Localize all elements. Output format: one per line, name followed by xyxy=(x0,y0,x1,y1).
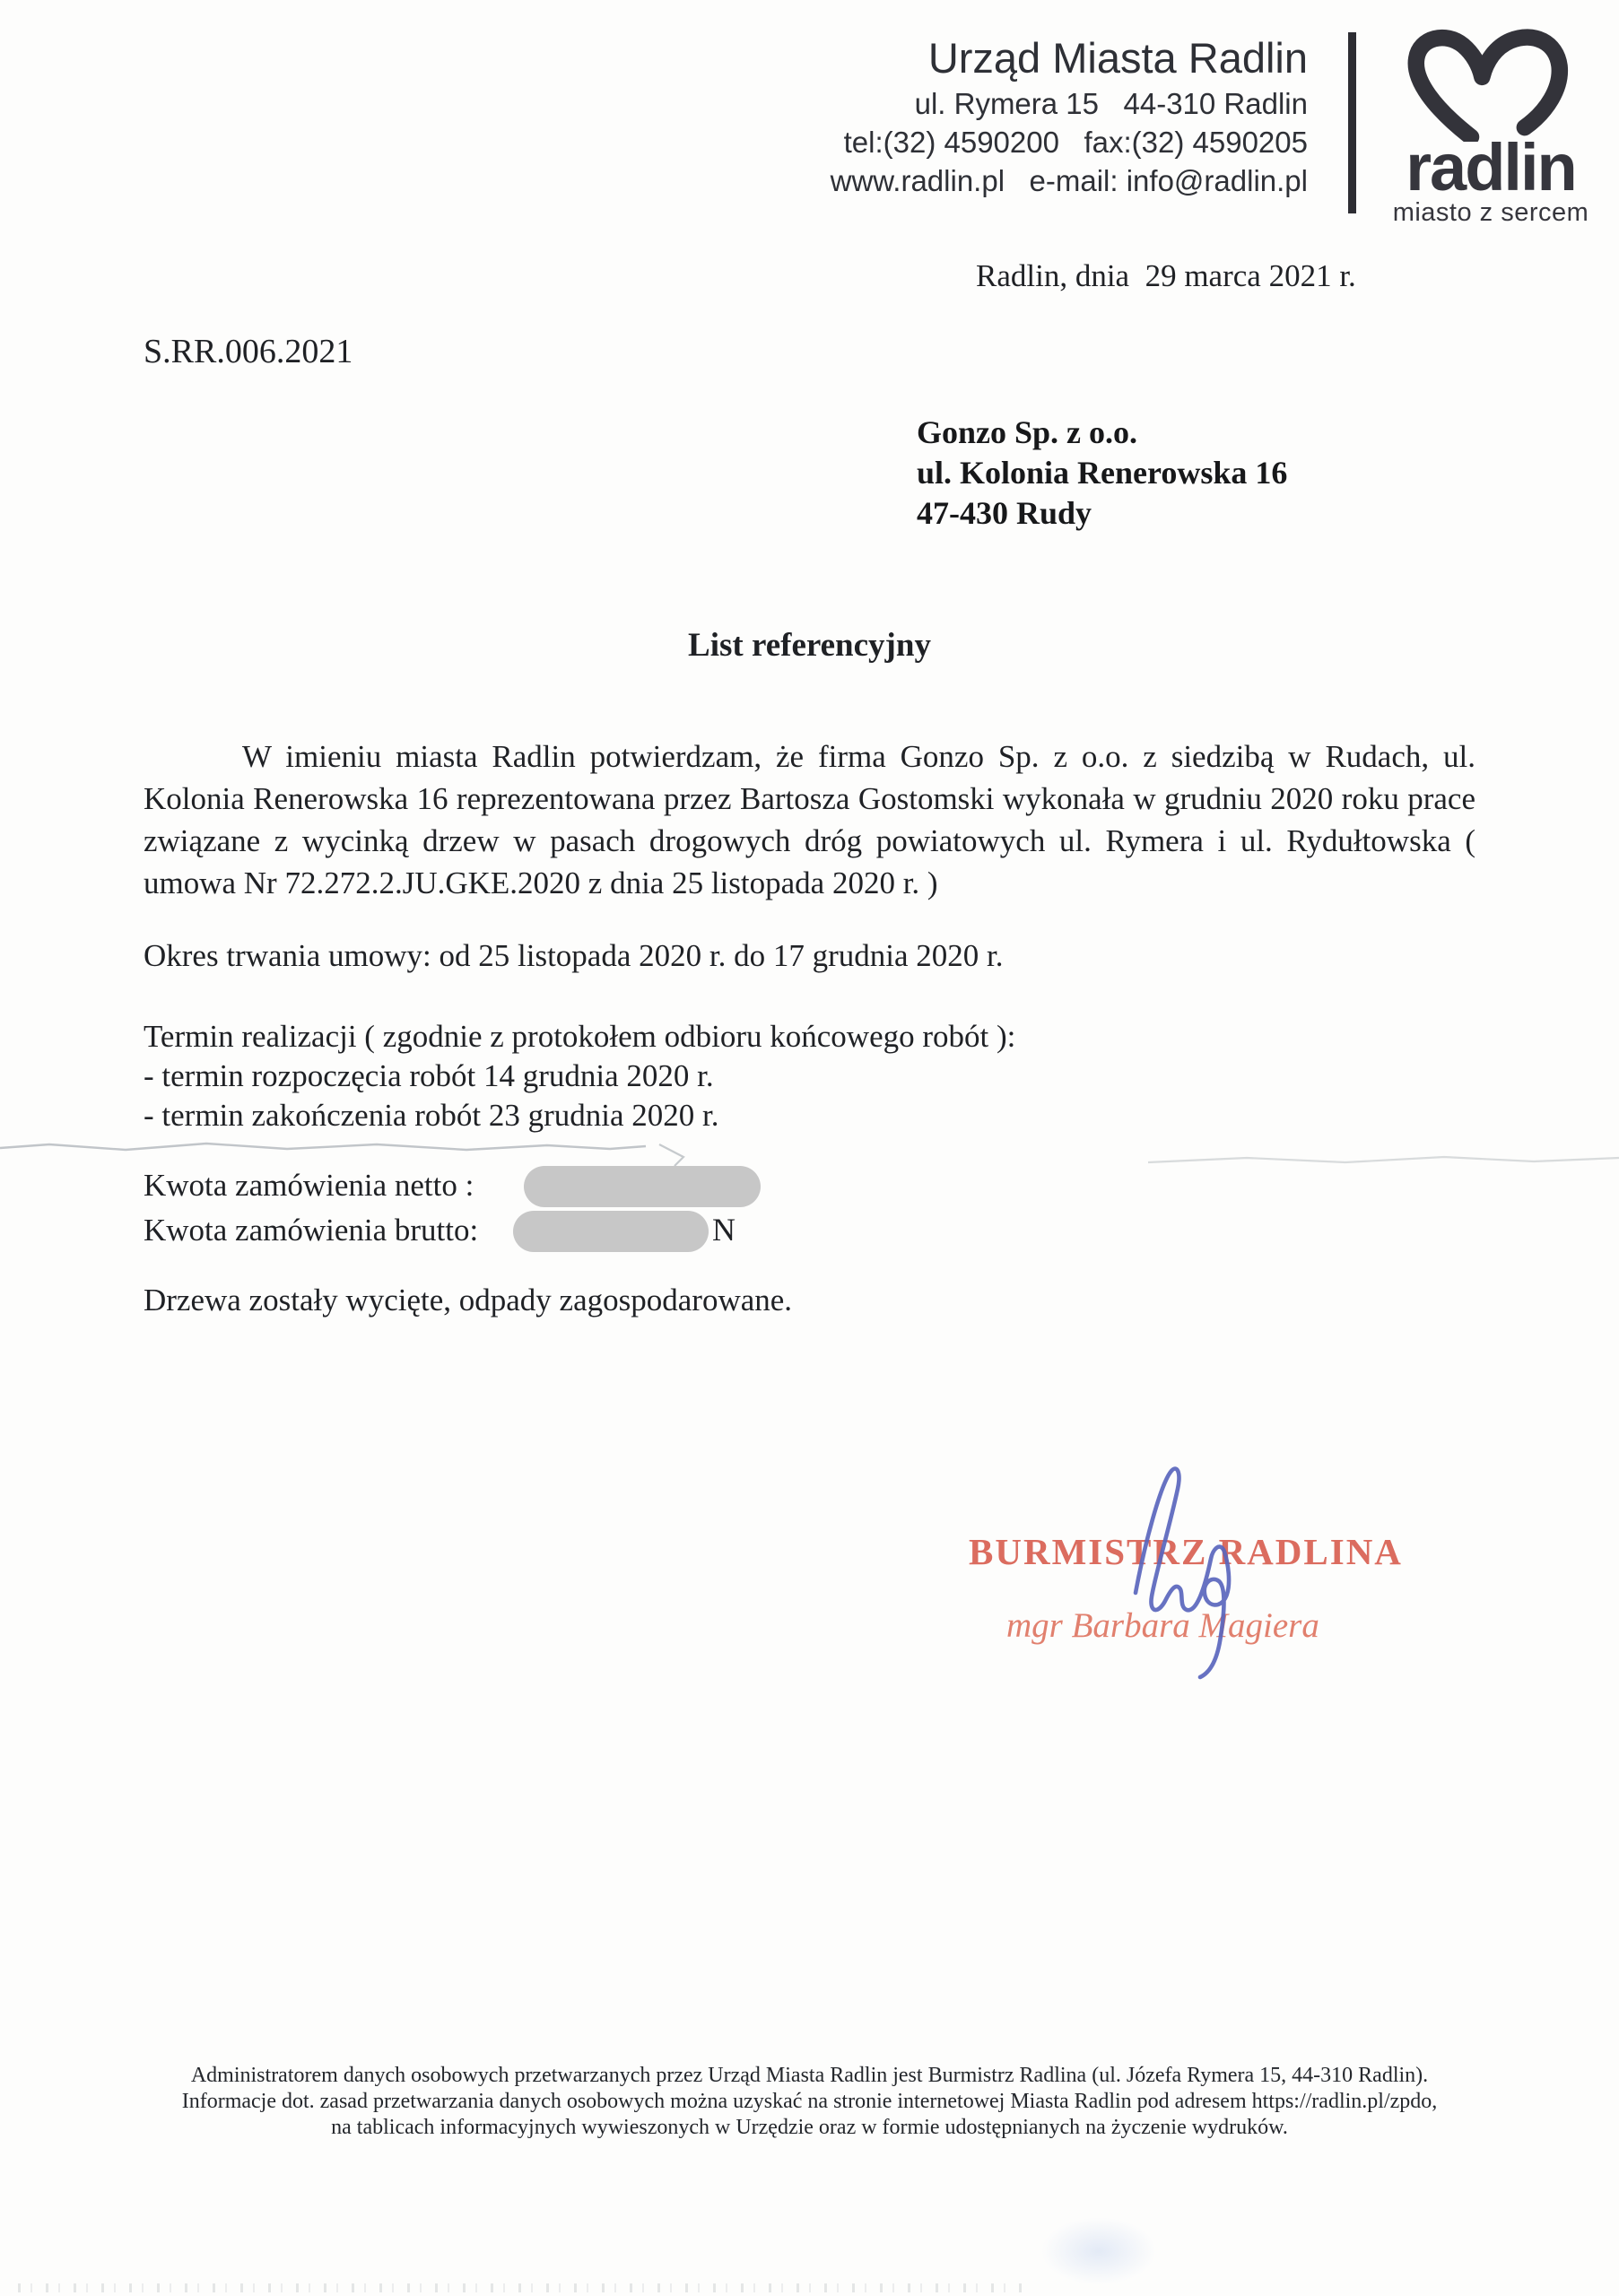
recipient-street: ul. Kolonia Renerowska 16 xyxy=(917,455,1288,491)
contract-duration-line: Okres trwania umowy: od 25 listopada 2020 r. do 17 grudnia 2020 r. xyxy=(144,938,1004,973)
completion-terms-block xyxy=(144,1017,1015,1135)
gross-amount-redaction-box xyxy=(513,1211,709,1252)
net-amount-label: Kwota zamówienia netto : xyxy=(144,1168,474,1203)
completion-term-start: - termin rozpoczęcia robót 14 grudnia 2020 r. xyxy=(144,1058,714,1093)
completion-terms-header: Termin realizacji ( zgodnie z protokołem odbioru końcowego robót ): xyxy=(144,1019,1016,1054)
net-amount-redaction-box xyxy=(524,1166,761,1207)
gross-amount-visible-letter: N xyxy=(712,1212,736,1248)
completion-term-end: - termin zakończenia robót 23 grudnia 2020 r. xyxy=(144,1098,719,1133)
body-paragraph: W imieniu miasta Radlin potwierdzam, że firma Gonzo Sp. z o.o. z siedzibą w Rudach, ul. Kolonia Renerowska 16 reprezentowana przez Bartosza Gostomski wykonała w grudniu 2020 roku prace związane z wycinką drzew w pasach drogowych dróg powiatowych ul. Rymera i ul. Rydułtowska ( umowa Nr 72.272.2.JU.GKE.2020 z dnia 25 listopada 2020 r. ) xyxy=(144,739,1475,900)
footer-line-1: Administratorem danych osobowych przetwarzanych przez Urząd Miasta Radlin jest Burmistrz Radlina (ul. Józefa Rymera 15, 44-310 Radlin). xyxy=(190,2064,1429,2087)
recipient-city: 47-430 Rudy xyxy=(917,495,1092,531)
recipient-block xyxy=(917,413,1287,534)
scan-smudge xyxy=(1023,2206,1175,2296)
organization-name: Urząd Miasta Radlin xyxy=(927,34,1308,82)
logo-wordmark: radlin xyxy=(1406,130,1576,204)
heart-icon xyxy=(1394,23,1588,142)
letter-title: List referencyjny xyxy=(688,627,931,664)
letterhead-address-line: ul. Rymera 15 44-310 Radlin xyxy=(914,87,1308,120)
date-line: Radlin, dnia 29 marca 2021 r. xyxy=(976,258,1356,293)
gross-amount-label: Kwota zamówienia brutto: xyxy=(144,1213,479,1248)
logo-tagline: miasto z sercem xyxy=(1392,198,1589,227)
signature-ink xyxy=(1110,1458,1281,1683)
letterhead-divider xyxy=(1348,32,1356,213)
letterhead-telfax-line: tel:(32) 4590200 fax:(32) 4590205 xyxy=(843,126,1308,159)
closing-line: Drzewa zostały wycięte, odpady zagospodarowane. xyxy=(144,1283,793,1318)
scan-edge-noise xyxy=(18,2283,1023,2292)
recipient-name: Gonzo Sp. z o.o. xyxy=(917,414,1138,450)
mayor-stamp-title: BURMISTRZ RADLINA xyxy=(969,1531,1403,1572)
footer-privacy-note xyxy=(0,2063,1619,2141)
city-logo xyxy=(1385,23,1597,226)
mayor-stamp-name: mgr Barbara Magiera xyxy=(1006,1606,1319,1645)
reference-number: S.RR.006.2021 xyxy=(144,333,353,370)
footer-line-3: na tablicach informacyjnych wywieszonych w Urzędzie oraz w formie udostępnianych na życzenie wydruków. xyxy=(331,2116,1288,2139)
letterhead xyxy=(831,32,1308,200)
fold-crease-line xyxy=(0,1126,1619,1173)
footer-line-2: Informacje dot. zasad przetwarzania danych osobowych można uzyskać na stronie internetowej Miasta Radlin pod adresem https://radlin.pl/zpdo, xyxy=(181,2090,1438,2113)
letterhead-web-email-line: www.radlin.pl e-mail: info@radlin.pl xyxy=(830,164,1308,197)
